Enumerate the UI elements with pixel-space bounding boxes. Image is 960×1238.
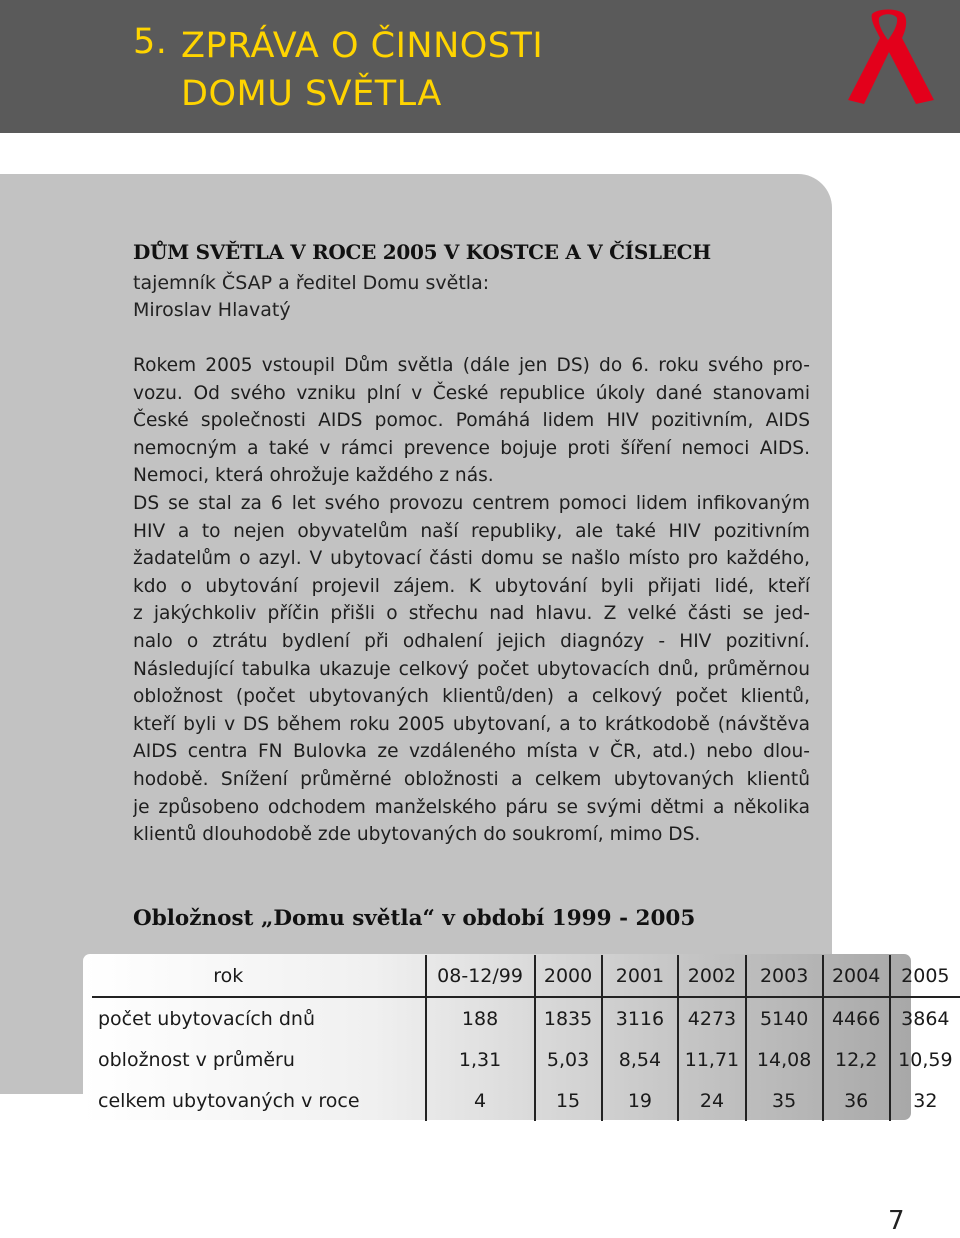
table-cell: 10,59	[890, 1039, 960, 1080]
table-cell: 19	[602, 1080, 679, 1121]
body-line: nalo o ztrátu bydlení při odhalení jejich diagnózy - HIV pozitivní.	[133, 630, 810, 652]
chapter-number: 5.	[133, 22, 168, 62]
row-label: celkem ubytovaných v roce	[98, 1089, 360, 1112]
table-cell: 4	[426, 1080, 535, 1121]
table-cell: 8,54	[602, 1039, 679, 1080]
table-cell: 24	[678, 1080, 745, 1121]
table-header-cell: 2004	[823, 955, 890, 997]
table-cell: 4466	[823, 997, 890, 1039]
body-line: nemocným a také v rámci prevence bojuje proti šíření nemoci AIDS.	[133, 437, 810, 459]
table-cell: 14,08	[746, 1039, 823, 1080]
table-header-cell: 2001	[602, 955, 679, 997]
body-line: České společnosti AIDS pomoc. Pomáhá lidem HIV pozitivním, AIDS	[133, 410, 810, 432]
author-name: Miroslav Hlavatý	[133, 299, 291, 321]
table-row	[92, 1080, 960, 1121]
chapter-title-line-1: ZPRÁVA O ČINNOSTI	[181, 26, 544, 66]
author-block	[133, 270, 489, 324]
section-heading: DŮM SVĚTLA V ROCE 2005 V KOSTCE A V ČÍSLECH	[133, 240, 711, 264]
table-cell: 188	[426, 997, 535, 1039]
body-line: AIDS centra FN Bulovka ze vzdáleného místa v ČR, atd.) nebo dlou-	[133, 741, 810, 763]
table-cell: 15	[535, 1080, 602, 1121]
table-row	[92, 997, 960, 1039]
body-line: je způsobeno odchodem manželského páru se svými dětmi a několika	[133, 796, 810, 818]
chapter-title-line-2: DOMU SVĚTLA	[181, 74, 442, 114]
occupancy-table	[92, 955, 960, 1121]
table-cell: 32	[890, 1080, 960, 1121]
table-header-cell: 2000	[535, 955, 602, 997]
table-header-cell: 2002	[678, 955, 745, 997]
body-line: obložnost (počet ubytovaných klientů/den) a celkový počet klientů,	[133, 686, 810, 708]
table-title: Obložnost „Domu světla“ v období 1999 - 2005	[133, 906, 696, 931]
table-cell: 35	[746, 1080, 823, 1121]
aids-red-ribbon-icon	[848, 8, 934, 104]
table-cell: 3864	[890, 997, 960, 1039]
body-line: Rokem 2005 vstoupil Dům světla (dále jen DS) do 6. roku svého pro-	[133, 355, 810, 376]
table-cell: 12,2	[823, 1039, 890, 1080]
body-line: žadatelům o azyl. V ubytovací části domu se našlo místo pro každého,	[133, 548, 810, 570]
body-line: Následující tabulka ukazuje celkový počet ubytovacích dnů, průměrnou	[133, 658, 810, 680]
author-role: tajemník ČSAP a ředitel Domu světla:	[133, 272, 490, 294]
body-line: HIV a to nejen obyvatelům naší republiky, ale také HIV pozitivním	[133, 520, 810, 542]
table-cell: 11,71	[678, 1039, 745, 1080]
table-header-cell: 08-12/99	[426, 955, 535, 997]
table-header-cell: 2003	[746, 955, 823, 997]
body-line: kteří byli v DS během roku 2005 ubytovaní, a to krátkodobě (návštěva	[133, 713, 810, 735]
table-cell: 3116	[602, 997, 679, 1039]
body-line: hodobě. Snížení průměrné obložnosti a celkem ubytovaných klientů	[133, 768, 810, 790]
row-label: počet ubytovacích dnů	[98, 1007, 316, 1030]
body-line: z jakýchkoliv příčin přišli o střechu nad hlavu. Z velké části se jed-	[133, 603, 810, 625]
table-cell: 36	[823, 1080, 890, 1121]
table-header-label: rok	[92, 955, 426, 997]
table-header-cell: 2005	[890, 955, 960, 997]
body-line: Nemoci, která ohrožuje každého z nás.	[133, 465, 494, 487]
chapter-header	[0, 0, 960, 133]
body-line: klientů dlouhodobě zde ubytovaných do soukromí, mimo DS.	[133, 824, 701, 846]
body-line: DS se stal za 6 let svého provozu centrem pomoci lidem infikovaným	[133, 492, 810, 514]
body-line: kdo o ubytování projevil zájem. K ubytování byli přijati lidé, kteří	[133, 575, 810, 597]
table-cell: 1,31	[426, 1039, 535, 1080]
table-cell: 1835	[535, 997, 602, 1039]
table-cell: 4273	[678, 997, 745, 1039]
body-text	[133, 352, 810, 849]
body-line: vozu. Od svého vzniku plní v České republice úkoly dané stanovami	[133, 382, 810, 404]
table-cell: 5,03	[535, 1039, 602, 1080]
page-number: 7	[888, 1206, 905, 1236]
chapter-title	[181, 22, 543, 118]
table-cell: 5140	[746, 997, 823, 1039]
table-header-row	[92, 955, 960, 997]
table-row	[92, 1039, 960, 1080]
row-label: obložnost v průměru	[98, 1048, 295, 1071]
